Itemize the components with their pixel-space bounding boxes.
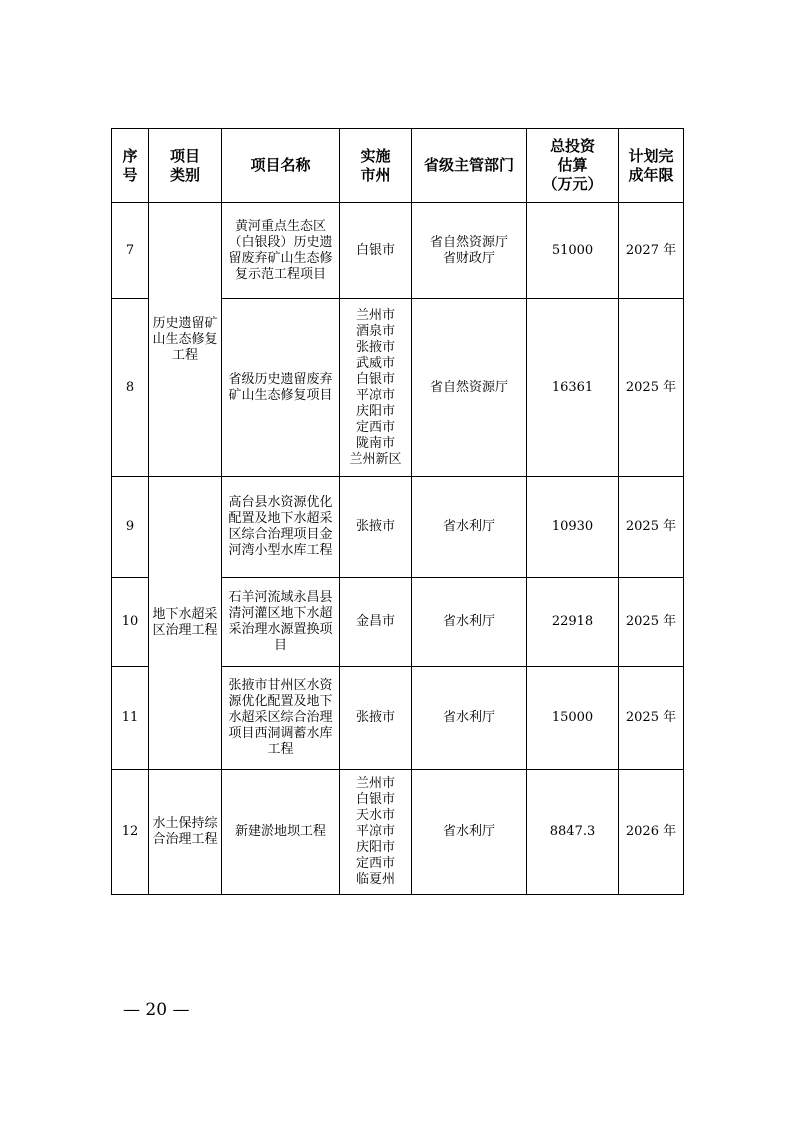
- cell-name: 石羊河流域永昌县清河灌区地下水超采治理水源置换项目: [222, 578, 340, 667]
- header-investment: 总投资 估算 （万元）: [527, 129, 619, 203]
- cell-city: [340, 203, 412, 299]
- cell-dept: [412, 667, 527, 770]
- cell-city: [340, 477, 412, 578]
- cell-city: [340, 667, 412, 770]
- header-city: 实施 市州: [340, 129, 412, 203]
- cell-investment: 10930: [527, 477, 619, 578]
- cell-name: 高台县水资源优化配置及地下水超采区综合治理项目金河湾小型水库工程: [222, 477, 340, 578]
- cell-dept: [412, 299, 527, 477]
- city-item: 定西市: [355, 856, 395, 871]
- cell-name: 省级历史遗留废弃矿山生态修复项目: [222, 299, 340, 477]
- cell-seq: 8: [112, 299, 149, 477]
- city-item: 平凉市: [355, 824, 395, 839]
- dept-item: 省自然资源厅: [429, 379, 508, 395]
- dept-item: 省自然资源厅: [429, 234, 508, 250]
- cell-investment: 8847.3: [527, 770, 619, 895]
- cell-deadline: 2027 年: [619, 203, 684, 299]
- cell-name: 黄河重点生态区（白银段）历史遗留废弃矿山生态修复示范工程项目: [222, 203, 340, 299]
- cell-dept: [412, 477, 527, 578]
- cell-deadline: 2026 年: [619, 770, 684, 895]
- header-dept: 省级主管部门: [412, 129, 527, 203]
- city-item: 天水市: [355, 808, 395, 823]
- city-item: 庆阳市: [355, 840, 395, 855]
- dept-item: 省水利厅: [442, 710, 495, 725]
- header-deadline: 计划完 成年限: [619, 129, 684, 203]
- table-row: [112, 770, 684, 895]
- city-item: 定西市: [355, 419, 395, 435]
- cell-city: [340, 578, 412, 667]
- cell-investment: 51000: [527, 203, 619, 299]
- city-item: 兰州市: [355, 776, 395, 791]
- header-category: 项目 类别: [149, 129, 222, 203]
- cell-city: [340, 770, 412, 895]
- cell-category: 地下水超采区治理工程: [149, 477, 222, 770]
- city-item: 白银市: [355, 792, 395, 807]
- cell-dept: [412, 770, 527, 895]
- table-row: [112, 477, 684, 578]
- cell-seq: 7: [112, 203, 149, 299]
- cell-name: 张掖市甘州区水资源优化配置及地下水超采区综合治理项目西洞调蓄水库工程: [222, 667, 340, 770]
- cell-city: [340, 299, 412, 477]
- project-table: [111, 128, 684, 895]
- city-item: 庆阳市: [355, 403, 395, 419]
- city-item: 兰州市: [355, 307, 395, 323]
- cell-deadline: 2025 年: [619, 578, 684, 667]
- city-item: 临夏州: [355, 872, 395, 887]
- table-row: [112, 203, 684, 299]
- dept-item: 省水利厅: [442, 519, 495, 534]
- city-item: 武威市: [355, 355, 395, 371]
- cell-deadline: 2025 年: [619, 667, 684, 770]
- city-item: 平凉市: [355, 387, 395, 403]
- city-item: 张掖市: [355, 339, 395, 355]
- city-item: 兰州新区: [349, 451, 402, 467]
- city-item: 酒泉市: [355, 323, 395, 339]
- cell-investment: 15000: [527, 667, 619, 770]
- header-row: [112, 129, 684, 203]
- cell-category: 历史遗留矿山生态修复工程: [149, 203, 222, 477]
- cell-name: 新建淤地坝工程: [222, 770, 340, 895]
- city-item: 白银市: [355, 242, 395, 258]
- cell-dept: [412, 578, 527, 667]
- cell-deadline: 2025 年: [619, 299, 684, 477]
- cell-category: 水土保持综合治理工程: [149, 770, 222, 895]
- header-name: 项目名称: [222, 129, 340, 203]
- city-item: 陇南市: [355, 435, 395, 451]
- city-item: 白银市: [355, 371, 395, 387]
- cell-seq: 12: [112, 770, 149, 895]
- dept-item: 省水利厅: [442, 614, 495, 629]
- cell-deadline: 2025 年: [619, 477, 684, 578]
- city-item: 张掖市: [355, 519, 395, 534]
- cell-seq: 10: [112, 578, 149, 667]
- city-item: 张掖市: [355, 710, 395, 725]
- city-item: 金昌市: [355, 614, 395, 629]
- dept-item: 省财政厅: [442, 250, 495, 266]
- cell-dept: [412, 203, 527, 299]
- dept-item: 省水利厅: [442, 824, 495, 839]
- cell-seq: 9: [112, 477, 149, 578]
- page-number: — 20 —: [123, 1000, 190, 1020]
- cell-investment: 22918: [527, 578, 619, 667]
- cell-seq: 11: [112, 667, 149, 770]
- header-seq: 序 号: [112, 129, 149, 203]
- cell-investment: 16361: [527, 299, 619, 477]
